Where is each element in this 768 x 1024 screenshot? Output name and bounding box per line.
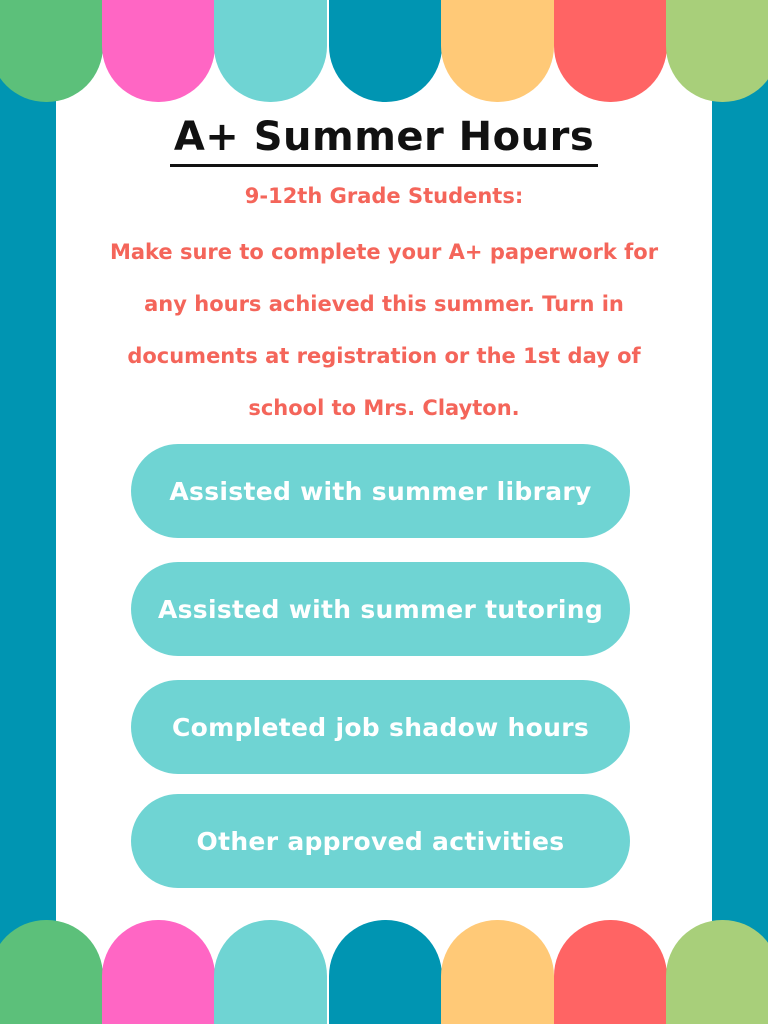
- scallop: [214, 920, 327, 1024]
- activity-pill: [131, 680, 630, 774]
- activity-label: Other approved activities: [196, 826, 565, 856]
- scallop: [666, 920, 768, 1024]
- scallop: [214, 0, 327, 102]
- activity-pill: [131, 794, 630, 888]
- activity-label: Assisted with summer tutoring: [157, 594, 604, 624]
- top-scallop-border: [0, 0, 768, 102]
- scallop: [666, 0, 768, 102]
- page-title-text: A+ Summer Hours: [170, 112, 598, 167]
- scallop: [441, 0, 554, 102]
- scallop: [329, 920, 442, 1024]
- scallop: [554, 0, 667, 102]
- scallop: [554, 920, 667, 1024]
- page-title: [0, 112, 768, 167]
- scallop: [0, 0, 103, 102]
- scallop: [102, 920, 215, 1024]
- activity-label: Assisted with summer library: [169, 476, 592, 506]
- scallop: [0, 920, 103, 1024]
- activity-pill: [131, 444, 630, 538]
- scallop: [441, 920, 554, 1024]
- scallop: [329, 0, 442, 102]
- bottom-scallop-border: [0, 920, 768, 1022]
- audience-subtitle: 9-12th Grade Students:: [244, 184, 524, 208]
- activity-pill: [131, 562, 630, 656]
- instructions-text: Make sure to complete your A+ paperwork for any hours achieved this summer. Turn in documents at registration or the 1st day of school to Mrs. Clayton.: [109, 240, 659, 420]
- activity-label: Completed job shadow hours: [171, 712, 590, 742]
- scallop: [102, 0, 215, 102]
